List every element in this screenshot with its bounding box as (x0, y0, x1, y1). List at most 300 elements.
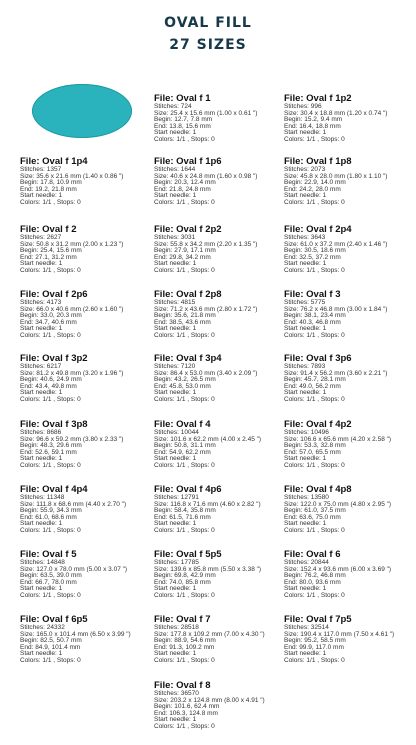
colors-line-value: 1/1 , Stops: 0 (176, 656, 215, 664)
colors-line-label: Colors: (284, 656, 307, 664)
file-info-card (20, 615, 150, 665)
begin-line-value: 50.8, 31.1 mm (174, 442, 216, 450)
stitches-line-label: Stitches: (20, 299, 47, 306)
colors-line-label: Colors: (154, 656, 177, 664)
size-line-value: 165.0 x 101.4 mm (6.50 x 3.99 ") (36, 630, 131, 638)
file-name-value: Oval f 4p8 (306, 484, 352, 495)
end-line-value: 61.0, 68.6 mm (35, 513, 77, 521)
file-info-card (20, 225, 150, 275)
begin-line-label: Begin: (20, 637, 41, 645)
start-needle-line-value: 1 (322, 585, 327, 593)
end-line-label: End: (154, 709, 170, 717)
stitches-line-value: 2073 (310, 166, 326, 173)
start-needle-line-label: Start needle: (284, 192, 323, 200)
oval-fill-preview (32, 84, 132, 138)
colors-line (154, 333, 284, 340)
end-line-value: 19.2, 21.8 mm (35, 185, 77, 193)
colors-line (154, 200, 284, 207)
stitches-line-label: Stitches: (284, 299, 311, 306)
end-line-label: End: (154, 253, 170, 261)
begin-line-label: Begin: (154, 247, 175, 255)
stitches-line-label: Stitches: (20, 363, 47, 370)
start-needle-line-value: 1 (58, 260, 63, 268)
file-info-card (154, 485, 284, 535)
end-line-value: 29.8, 34.2 mm (169, 253, 211, 261)
begin-line-value: 15.2, 9.4 mm (304, 116, 343, 124)
size-line-label: Size: (154, 500, 171, 508)
colors-line-value: 1/1 , Stops: 0 (42, 266, 81, 274)
stitches-line-label: Stitches: (284, 166, 311, 173)
start-needle-line-value: 1 (192, 192, 197, 200)
stitches-line-value: 3031 (180, 234, 196, 241)
colors-line-value: 1/1 , Stops: 0 (306, 331, 345, 339)
size-line-value: 66.0 x 40.6 mm (2.60 x 1.60 ") (36, 305, 124, 313)
start-needle-line-label: Start needle: (20, 260, 59, 268)
begin-line-value: 43.2, 26.5 mm (174, 376, 216, 384)
stitches-line-label: Stitches: (20, 166, 47, 173)
size-line-label: Size: (284, 565, 301, 573)
colors-line-label: Colors: (20, 591, 43, 599)
colors-line (154, 724, 284, 731)
stitches-line-value: 32514 (310, 624, 329, 631)
file-info-card (284, 290, 414, 340)
stitches-line-value: 11348 (46, 494, 65, 501)
end-line-label: End: (284, 643, 300, 651)
end-line-label: End: (154, 318, 170, 326)
size-line-label: Size: (154, 435, 171, 443)
file-name-value: Oval f 4p6 (176, 484, 222, 495)
begin-line-value: 25.4, 15.6 mm (40, 247, 82, 255)
stitches-line-value: 10044 (180, 429, 199, 436)
colors-line (154, 463, 284, 470)
end-line-label: End: (20, 185, 36, 193)
begin-line-value: 76.2, 46.8 mm (304, 572, 346, 580)
end-line-label: End: (154, 185, 170, 193)
begin-line-label: Begin: (154, 507, 175, 515)
stitches-line-value: 6217 (46, 363, 62, 370)
colors-line (154, 658, 284, 665)
colors-line-label: Colors: (154, 331, 177, 339)
colors-line (20, 593, 150, 600)
colors-line (20, 397, 150, 404)
file-name-label: File: (20, 224, 43, 235)
begin-line-label: Begin: (154, 637, 175, 645)
colors-line-value: 1/1 , Stops: 0 (42, 591, 81, 599)
size-line-value: 71.2 x 43.6 mm (2.80 x 1.72 ") (170, 305, 258, 313)
size-line-value: 50.8 x 31.2 mm (2.00 x 1.23 ") (36, 240, 124, 248)
colors-line-label: Colors: (284, 266, 307, 274)
end-line-label: End: (284, 318, 300, 326)
size-line-label: Size: (284, 109, 301, 117)
file-name-label: File: (154, 680, 177, 691)
size-line-value: 55.8 x 34.2 mm (2.20 x 1.35 ") (170, 240, 258, 248)
end-line-value: 74.0, 85.8 mm (169, 578, 211, 586)
file-info-card (284, 550, 414, 600)
end-line-value: 52.6, 59.1 mm (35, 448, 77, 456)
file-name-label: File: (20, 419, 43, 430)
colors-line-label: Colors: (20, 331, 43, 339)
begin-line-value: 69.8, 42.9 mm (174, 572, 216, 580)
size-line-label: Size: (154, 369, 171, 377)
end-line-label: End: (154, 578, 170, 586)
colors-line-label: Colors: (284, 461, 307, 469)
file-info-card (284, 157, 414, 207)
colors-line (20, 268, 150, 275)
size-line-value: 111.8 x 68.6 mm (4.40 x 2.70 ") (36, 500, 127, 508)
colors-line (154, 137, 284, 144)
file-info-card (20, 354, 150, 404)
start-needle-line-label: Start needle: (20, 325, 59, 333)
stitches-line-value: 10496 (310, 429, 329, 436)
file-name-label: File: (20, 614, 43, 625)
stitches-line-label: Stitches: (284, 559, 311, 566)
colors-line-label: Colors: (154, 266, 177, 274)
size-line-label: Size: (284, 172, 301, 180)
begin-line-label: Begin: (154, 312, 175, 320)
end-line-label: End: (284, 448, 300, 456)
file-name-value: Oval f 5p5 (176, 549, 222, 560)
stitches-line-value: 4815 (180, 299, 196, 306)
end-line-value: 99.9, 117.0 mm (299, 643, 344, 651)
colors-line-value: 1/1 , Stops: 0 (176, 461, 215, 469)
file-name-label: File: (284, 484, 307, 495)
file-name-value: Oval f 1p2 (306, 93, 352, 104)
colors-line (154, 268, 284, 275)
file-info-card (284, 94, 414, 144)
stitches-line-label: Stitches: (284, 624, 311, 631)
begin-line-label: Begin: (284, 179, 305, 187)
colors-line-label: Colors: (154, 395, 177, 403)
stitches-line-label: Stitches: (154, 234, 181, 241)
end-line-label: End: (154, 643, 170, 651)
end-line-label: End: (20, 513, 36, 521)
start-needle-line-label: Start needle: (284, 260, 323, 268)
end-line-value: 57.0, 65.5 mm (299, 448, 341, 456)
stitches-line-value: 12791 (180, 494, 199, 501)
size-line-value: 45.8 x 28.0 mm (1.80 x 1.10 ") (300, 172, 388, 180)
size-line-label: Size: (20, 305, 37, 313)
size-line-value: 96.6 x 59.2 mm (3.80 x 2.33 ") (36, 435, 124, 443)
stitches-line-label: Stitches: (154, 363, 181, 370)
stitches-line-value: 24332 (46, 624, 65, 631)
size-line-label: Size: (20, 435, 37, 443)
file-name-value: Oval f 2 (42, 224, 77, 235)
file-info-card (20, 550, 150, 600)
file-name-label: File: (284, 224, 307, 235)
colors-line (284, 528, 414, 535)
size-line-label: Size: (154, 630, 171, 638)
stitches-line-value: 8686 (46, 429, 62, 436)
colors-line (20, 333, 150, 340)
end-line-value: 21.8, 24.8 mm (169, 185, 211, 193)
colors-line (154, 397, 284, 404)
file-info-card (284, 615, 414, 665)
stitches-line-label: Stitches: (20, 559, 47, 566)
stitches-line-label: Stitches: (154, 299, 181, 306)
colors-line-value: 1/1 , Stops: 0 (176, 395, 215, 403)
start-needle-line-label: Start needle: (20, 192, 59, 200)
stitches-line-label: Stitches: (154, 103, 181, 110)
size-line-value: 101.6 x 62.2 mm (4.00 x 2.45 ") (170, 435, 262, 443)
stitches-line-value: 5775 (310, 299, 326, 306)
begin-line-value: 38.1, 23.4 mm (304, 312, 346, 320)
colors-line-label: Colors: (284, 331, 307, 339)
start-needle-line-value: 1 (322, 192, 327, 200)
size-line-label: Size: (154, 172, 171, 180)
file-info-card (154, 550, 284, 600)
begin-line-label: Begin: (284, 572, 305, 580)
size-line-label: Size: (154, 565, 171, 573)
start-needle-line-label: Start needle: (154, 192, 193, 200)
end-line-value: 16.4, 18.8 mm (299, 122, 341, 130)
end-line-label: End: (20, 448, 36, 456)
colors-line-value: 1/1 , Stops: 0 (42, 656, 81, 664)
size-line-value: 122.0 x 75.0 mm (4.80 x 2.95 ") (300, 500, 392, 508)
end-line-label: End: (284, 122, 300, 130)
file-name-label: File: (284, 549, 307, 560)
stitches-line-label: Stitches: (154, 494, 181, 501)
file-name-value: Oval f 2p2 (176, 224, 222, 235)
begin-line-value: 55.9, 34.3 mm (40, 507, 82, 515)
colors-line-label: Colors: (154, 198, 177, 206)
end-line-label: End: (20, 253, 36, 261)
stitches-line-value: 2627 (46, 234, 62, 241)
size-line-value: 81.2 x 49.8 mm (3.20 x 1.96 ") (36, 369, 124, 377)
end-line-value: 32.5, 37.2 mm (299, 253, 341, 261)
start-needle-line-label: Start needle: (154, 585, 193, 593)
end-line-value: 43.4, 49.8 mm (35, 382, 77, 390)
colors-line (284, 333, 414, 340)
begin-line-label: Begin: (284, 376, 305, 384)
stitches-line-label: Stitches: (284, 429, 311, 436)
end-line-value: 80.0, 93.6 mm (299, 578, 341, 586)
file-info-card (284, 485, 414, 535)
end-line-value: 40.3, 46.8 mm (299, 318, 341, 326)
start-needle-line-value: 1 (322, 260, 327, 268)
begin-line-label: Begin: (284, 637, 305, 645)
file-info-card (20, 290, 150, 340)
file-name-value: Oval f 5 (42, 549, 77, 560)
colors-line (284, 268, 414, 275)
size-line-label: Size: (20, 172, 37, 180)
colors-line-label: Colors: (20, 526, 43, 534)
file-name-value: Oval f 7 (176, 614, 211, 625)
start-needle-line-label: Start needle: (154, 650, 193, 658)
file-name-value: Oval f 1p8 (306, 156, 352, 167)
end-line-label: End: (284, 253, 300, 261)
start-needle-line-label: Start needle: (154, 129, 193, 137)
size-line-value: 40.6 x 24.8 mm (1.60 x 0.98 ") (170, 172, 258, 180)
colors-line (284, 658, 414, 665)
file-name-label: File: (20, 484, 43, 495)
colors-line (284, 397, 414, 404)
end-line-label: End: (20, 382, 36, 390)
file-info-card (154, 94, 284, 144)
file-info-card (284, 354, 414, 404)
start-needle-line-value: 1 (192, 455, 197, 463)
file-name-label: File: (154, 419, 177, 430)
size-line-label: Size: (284, 500, 301, 508)
begin-line-value: 63.5, 39.0 mm (40, 572, 82, 580)
begin-line-value: 88.9, 54.6 mm (174, 637, 216, 645)
file-name-label: File: (284, 419, 307, 430)
begin-line-label: Begin: (284, 312, 305, 320)
file-info-card (154, 615, 284, 665)
begin-line-label: Begin: (20, 179, 41, 187)
size-line-label: Size: (20, 369, 37, 377)
begin-line-label: Begin: (154, 116, 175, 124)
colors-line-value: 1/1 , Stops: 0 (306, 591, 345, 599)
end-line-label: End: (20, 578, 36, 586)
file-name-value: Oval f 2p4 (306, 224, 352, 235)
colors-line-value: 1/1 , Stops: 0 (306, 656, 345, 664)
size-line-value: 203.2 x 124.8 mm (8.00 x 4.91 ") (170, 696, 265, 704)
stitches-line-value: 28518 (180, 624, 199, 631)
file-name-label: File: (20, 353, 43, 364)
colors-line (20, 200, 150, 207)
file-name-value: Oval f 3p2 (42, 353, 88, 364)
size-line-label: Size: (20, 565, 37, 573)
begin-line-label: Begin: (154, 442, 175, 450)
start-needle-line-value: 1 (58, 650, 63, 658)
file-info-card (154, 225, 284, 275)
start-needle-line-label: Start needle: (284, 650, 323, 658)
start-needle-line-label: Start needle: (284, 585, 323, 593)
start-needle-line-value: 1 (322, 129, 327, 137)
end-line-value: 34.7, 40.6 mm (35, 318, 77, 326)
colors-line-label: Colors: (154, 591, 177, 599)
file-name-value: Oval f 1p4 (42, 156, 88, 167)
colors-line-label: Colors: (20, 198, 43, 206)
page-title: OVAL FILL (164, 15, 252, 31)
stitches-line-value: 996 (310, 103, 322, 110)
size-line-label: Size: (284, 435, 301, 443)
end-line-value: 61.5, 71.6 mm (169, 513, 211, 521)
stitches-line-value: 3643 (310, 234, 326, 241)
size-line-label: Size: (284, 240, 301, 248)
size-line-value: 25.4 x 15.6 mm (1.00 x 0.61 ") (170, 109, 258, 117)
colors-line (20, 528, 150, 535)
file-name-label: File: (284, 289, 307, 300)
file-name-label: File: (154, 549, 177, 560)
colors-line-label: Colors: (284, 526, 307, 534)
begin-line-value: 20.3, 12.4 mm (174, 179, 216, 187)
end-line-value: 27.1, 31.2 mm (35, 253, 77, 261)
begin-line-value: 53.3, 32.8 mm (304, 442, 346, 450)
colors-line (20, 658, 150, 665)
start-needle-line-label: Start needle: (154, 455, 193, 463)
colors-line-value: 1/1 , Stops: 0 (42, 461, 81, 469)
stitches-line-label: Stitches: (20, 429, 47, 436)
begin-line-value: 58.4, 35.8 mm (174, 507, 216, 515)
start-needle-line-value: 1 (322, 455, 327, 463)
begin-line-label: Begin: (20, 507, 41, 515)
colors-line-value: 1/1 , Stops: 0 (306, 198, 345, 206)
start-needle-line-label: Start needle: (20, 389, 59, 397)
colors-line (284, 137, 414, 144)
colors-line (284, 200, 414, 207)
file-name-label: File: (154, 156, 177, 167)
start-needle-line-value: 1 (322, 325, 327, 333)
size-line-value: 61.0 x 37.2 mm (2.40 x 1.46 ") (300, 240, 388, 248)
end-line-value: 91.3, 109.2 mm (169, 643, 215, 651)
colors-line-label: Colors: (20, 266, 43, 274)
begin-line-label: Begin: (284, 442, 305, 450)
colors-line-label: Colors: (284, 135, 307, 143)
start-needle-line-value: 1 (322, 389, 327, 397)
start-needle-line-label: Start needle: (20, 585, 59, 593)
begin-line-value: 45.7, 28.1 mm (304, 376, 346, 384)
colors-line-label: Colors: (20, 395, 43, 403)
start-needle-line-value: 1 (58, 455, 63, 463)
size-line-value: 152.4 x 93.6 mm (6.00 x 3.69 ") (300, 565, 392, 573)
file-info-card (154, 157, 284, 207)
stitches-line-value: 724 (180, 103, 192, 110)
size-line-value: 127.0 x 78.0 mm (5.00 x 3.07 ") (36, 565, 128, 573)
stitches-line-label: Stitches: (154, 624, 181, 631)
file-name-value: Oval f 4p4 (42, 484, 88, 495)
begin-line-value: 101.6, 62.4 mm (174, 703, 220, 711)
colors-line-label: Colors: (284, 591, 307, 599)
stitches-line-label: Stitches: (154, 166, 181, 173)
colors-line-value: 1/1 , Stops: 0 (42, 395, 81, 403)
start-needle-line-value: 1 (192, 129, 197, 137)
size-line-label: Size: (20, 630, 37, 638)
end-line-value: 66.7, 78.0 mm (35, 578, 77, 586)
end-line-value: 49.0, 56.2 mm (299, 382, 341, 390)
colors-line-value: 1/1 , Stops: 0 (42, 198, 81, 206)
end-line-label: End: (284, 185, 300, 193)
file-info-card (154, 290, 284, 340)
file-name-label: File: (20, 289, 43, 300)
end-line-label: End: (154, 513, 170, 521)
size-line-label: Size: (20, 500, 37, 508)
file-name-label: File: (284, 156, 307, 167)
begin-line-label: Begin: (20, 247, 41, 255)
colors-line-label: Colors: (154, 722, 177, 730)
start-needle-line-value: 1 (58, 389, 63, 397)
start-needle-line-value: 1 (192, 325, 197, 333)
start-needle-line-value: 1 (322, 520, 327, 528)
file-name-label: File: (284, 93, 307, 104)
start-needle-line-label: Start needle: (20, 650, 59, 658)
colors-line-value: 1/1 , Stops: 0 (306, 526, 345, 534)
colors-line-label: Colors: (284, 395, 307, 403)
file-name-label: File: (154, 289, 177, 300)
colors-line (154, 528, 284, 535)
file-name-label: File: (20, 156, 43, 167)
file-info-card (154, 420, 284, 470)
begin-line-value: 48.3, 29.6 mm (40, 442, 82, 450)
stitches-line-value: 13580 (310, 494, 329, 501)
size-line-label: Size: (154, 240, 171, 248)
colors-line-label: Colors: (20, 461, 43, 469)
begin-line-value: 27.9, 17.1 mm (174, 247, 216, 255)
end-line-value: 63.6, 75.0 mm (299, 513, 341, 521)
begin-line-value: 82.5, 50.7 mm (40, 637, 82, 645)
stitches-line-value: 20844 (310, 559, 329, 566)
end-line-value: 38.5, 43.6 mm (169, 318, 211, 326)
begin-line-label: Begin: (154, 703, 175, 711)
file-name-value: Oval f 1 (176, 93, 211, 104)
end-line-label: End: (154, 382, 170, 390)
end-line-value: 106.3, 124.8 mm (169, 709, 218, 717)
colors-line-value: 1/1 , Stops: 0 (176, 591, 215, 599)
start-needle-line-label: Start needle: (154, 325, 193, 333)
file-info-card (154, 354, 284, 404)
colors-line-value: 1/1 , Stops: 0 (42, 331, 81, 339)
begin-line-value: 40.6, 24.9 mm (40, 376, 82, 384)
